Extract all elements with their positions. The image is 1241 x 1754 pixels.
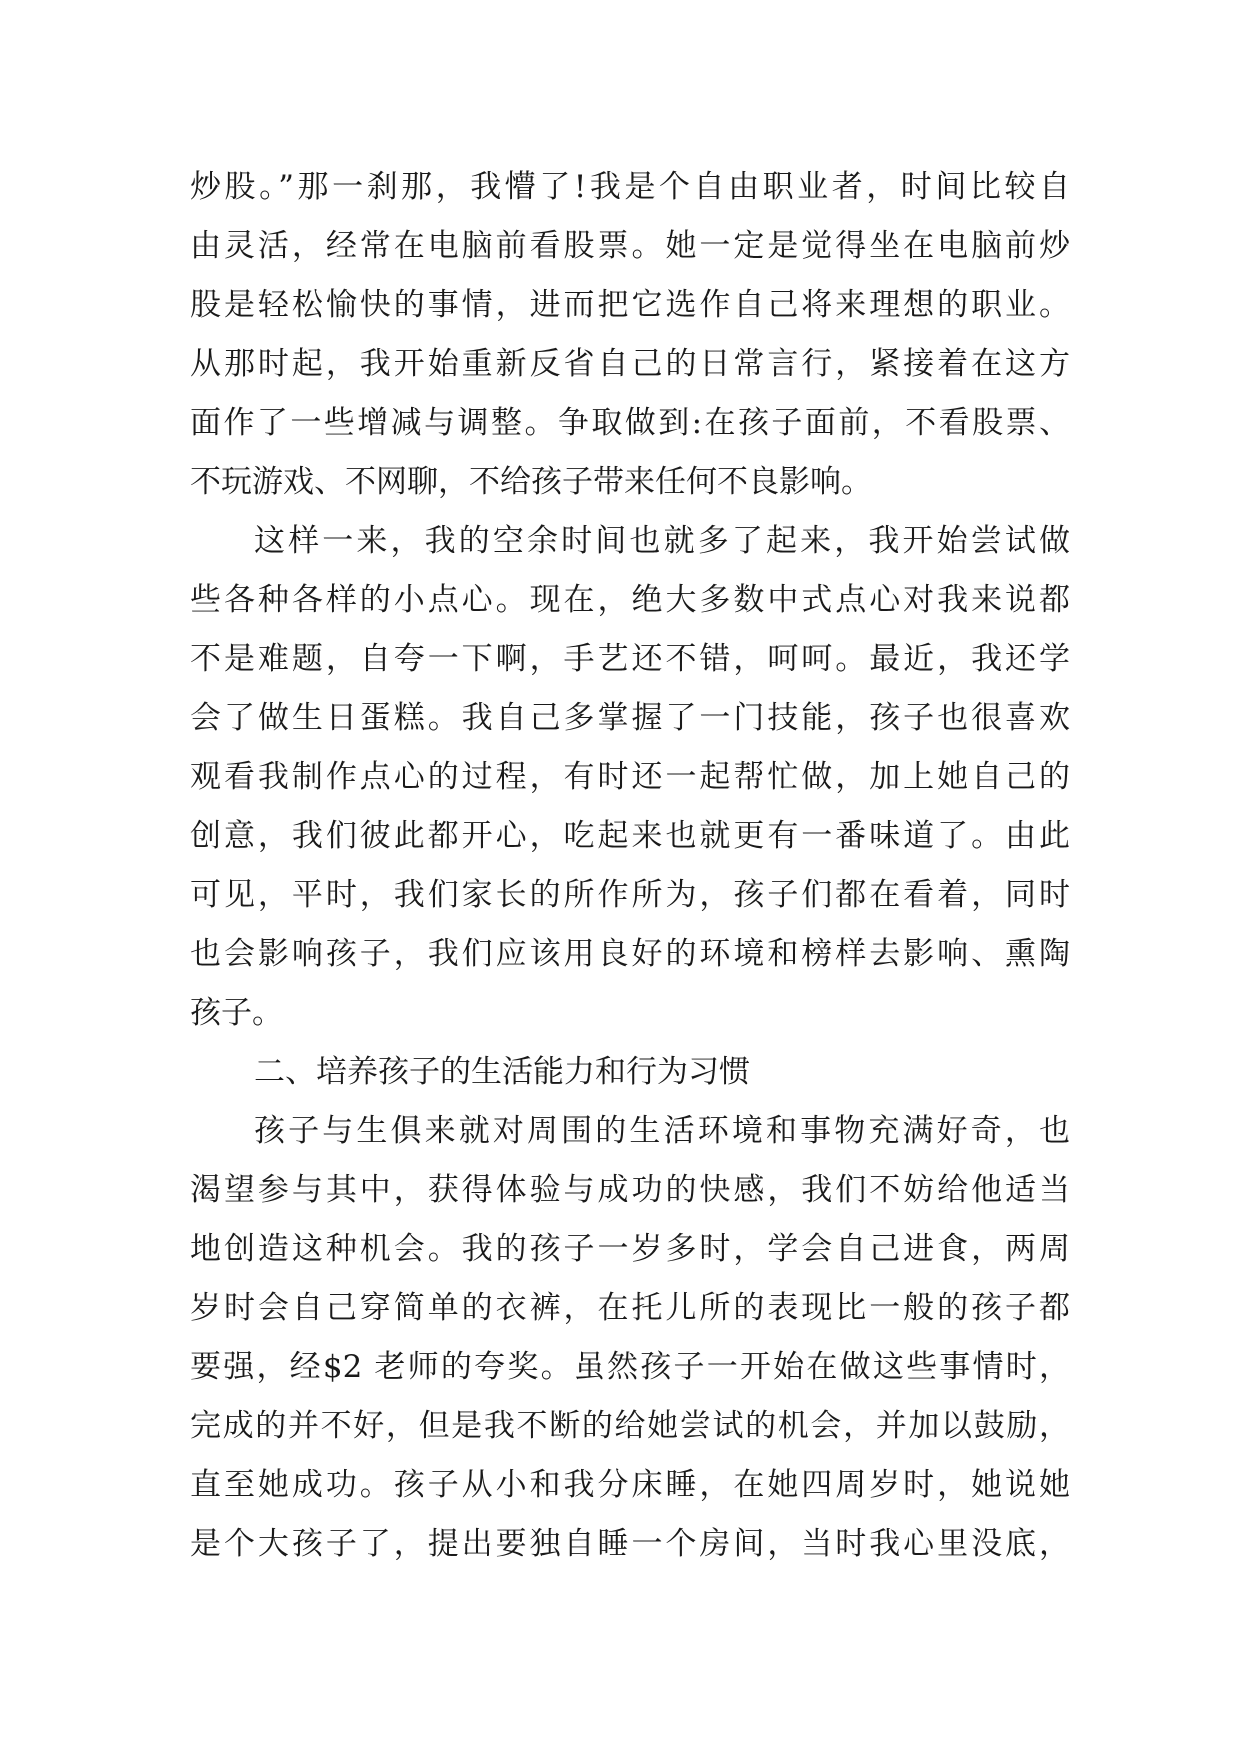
text-line: 会了做生日蛋糕。我自己多掌握了一门技能，孩子也很喜欢 bbox=[190, 700, 1070, 736]
text-line: 地创造这种机会。我的孩子一岁多时，学会自己进食，两周 bbox=[190, 1231, 1070, 1267]
text-line: 完成的并不好，但是我不断的给她尝试的机会，并加以鼓励， bbox=[190, 1408, 1070, 1444]
text-line: 股是轻松愉快的事情，进而把它选作自己将来理想的职业。 bbox=[190, 287, 1070, 323]
text-line: 创意，我们彼此都开心，吃起来也就更有一番味道了。由此 bbox=[190, 818, 1070, 854]
text-line: 观看我制作点心的过程，有时还一起帮忙做，加上她自己的 bbox=[190, 759, 1070, 795]
text-line: 岁时会自己穿简单的衣裤，在托儿所的表现比一般的孩子都 bbox=[190, 1290, 1070, 1326]
text-line: 炒股。”那一刹那，我懵了!我是个自由职业者，时间比较自 bbox=[190, 169, 1070, 205]
text-line: 是个大孩子了，提出要独自睡一个房间，当时我心里没底， bbox=[190, 1526, 1070, 1562]
text-line: 由灵活，经常在电脑前看股票。她一定是觉得坐在电脑前炒 bbox=[190, 228, 1070, 264]
text-line: 不玩游戏、不网聊，不给孩子带来任何不良影响。 bbox=[190, 464, 872, 500]
document-body bbox=[190, 158, 1070, 1574]
text-line: 要强，经$2 老师的夸奖。虽然孩子一开始在做这些事情时， bbox=[190, 1349, 1070, 1385]
section-heading: 二、培养孩子的生活能力和行为习惯 bbox=[254, 1054, 750, 1090]
text-line: 孩子与生俱来就对周围的生活环境和事物充满好奇，也 bbox=[254, 1113, 1070, 1149]
text-line: 些各种各样的小点心。现在，绝大多数中式点心对我来说都 bbox=[190, 582, 1070, 618]
text-line: 不是难题，自夸一下啊，手艺还不错，呵呵。最近，我还学 bbox=[190, 641, 1070, 677]
text-line: 面作了一些增减与调整。争取做到:在孩子面前，不看股票、 bbox=[190, 405, 1070, 441]
text-line: 这样一来，我的空余时间也就多了起来，我开始尝试做 bbox=[254, 523, 1070, 559]
text-line: 渴望参与其中，获得体验与成功的快感，我们不妨给他适当 bbox=[190, 1172, 1070, 1208]
text-line: 从那时起，我开始重新反省自己的日常言行，紧接着在这方 bbox=[190, 346, 1070, 382]
text-line: 直至她成功。孩子从小和我分床睡，在她四周岁时，她说她 bbox=[190, 1467, 1070, 1503]
text-line: 可见，平时，我们家长的所作所为，孩子们都在看着，同时 bbox=[190, 877, 1070, 913]
text-line: 孩子。 bbox=[190, 995, 283, 1031]
text-line: 也会影响孩子，我们应该用良好的环境和榜样去影响、熏陶 bbox=[190, 936, 1070, 972]
